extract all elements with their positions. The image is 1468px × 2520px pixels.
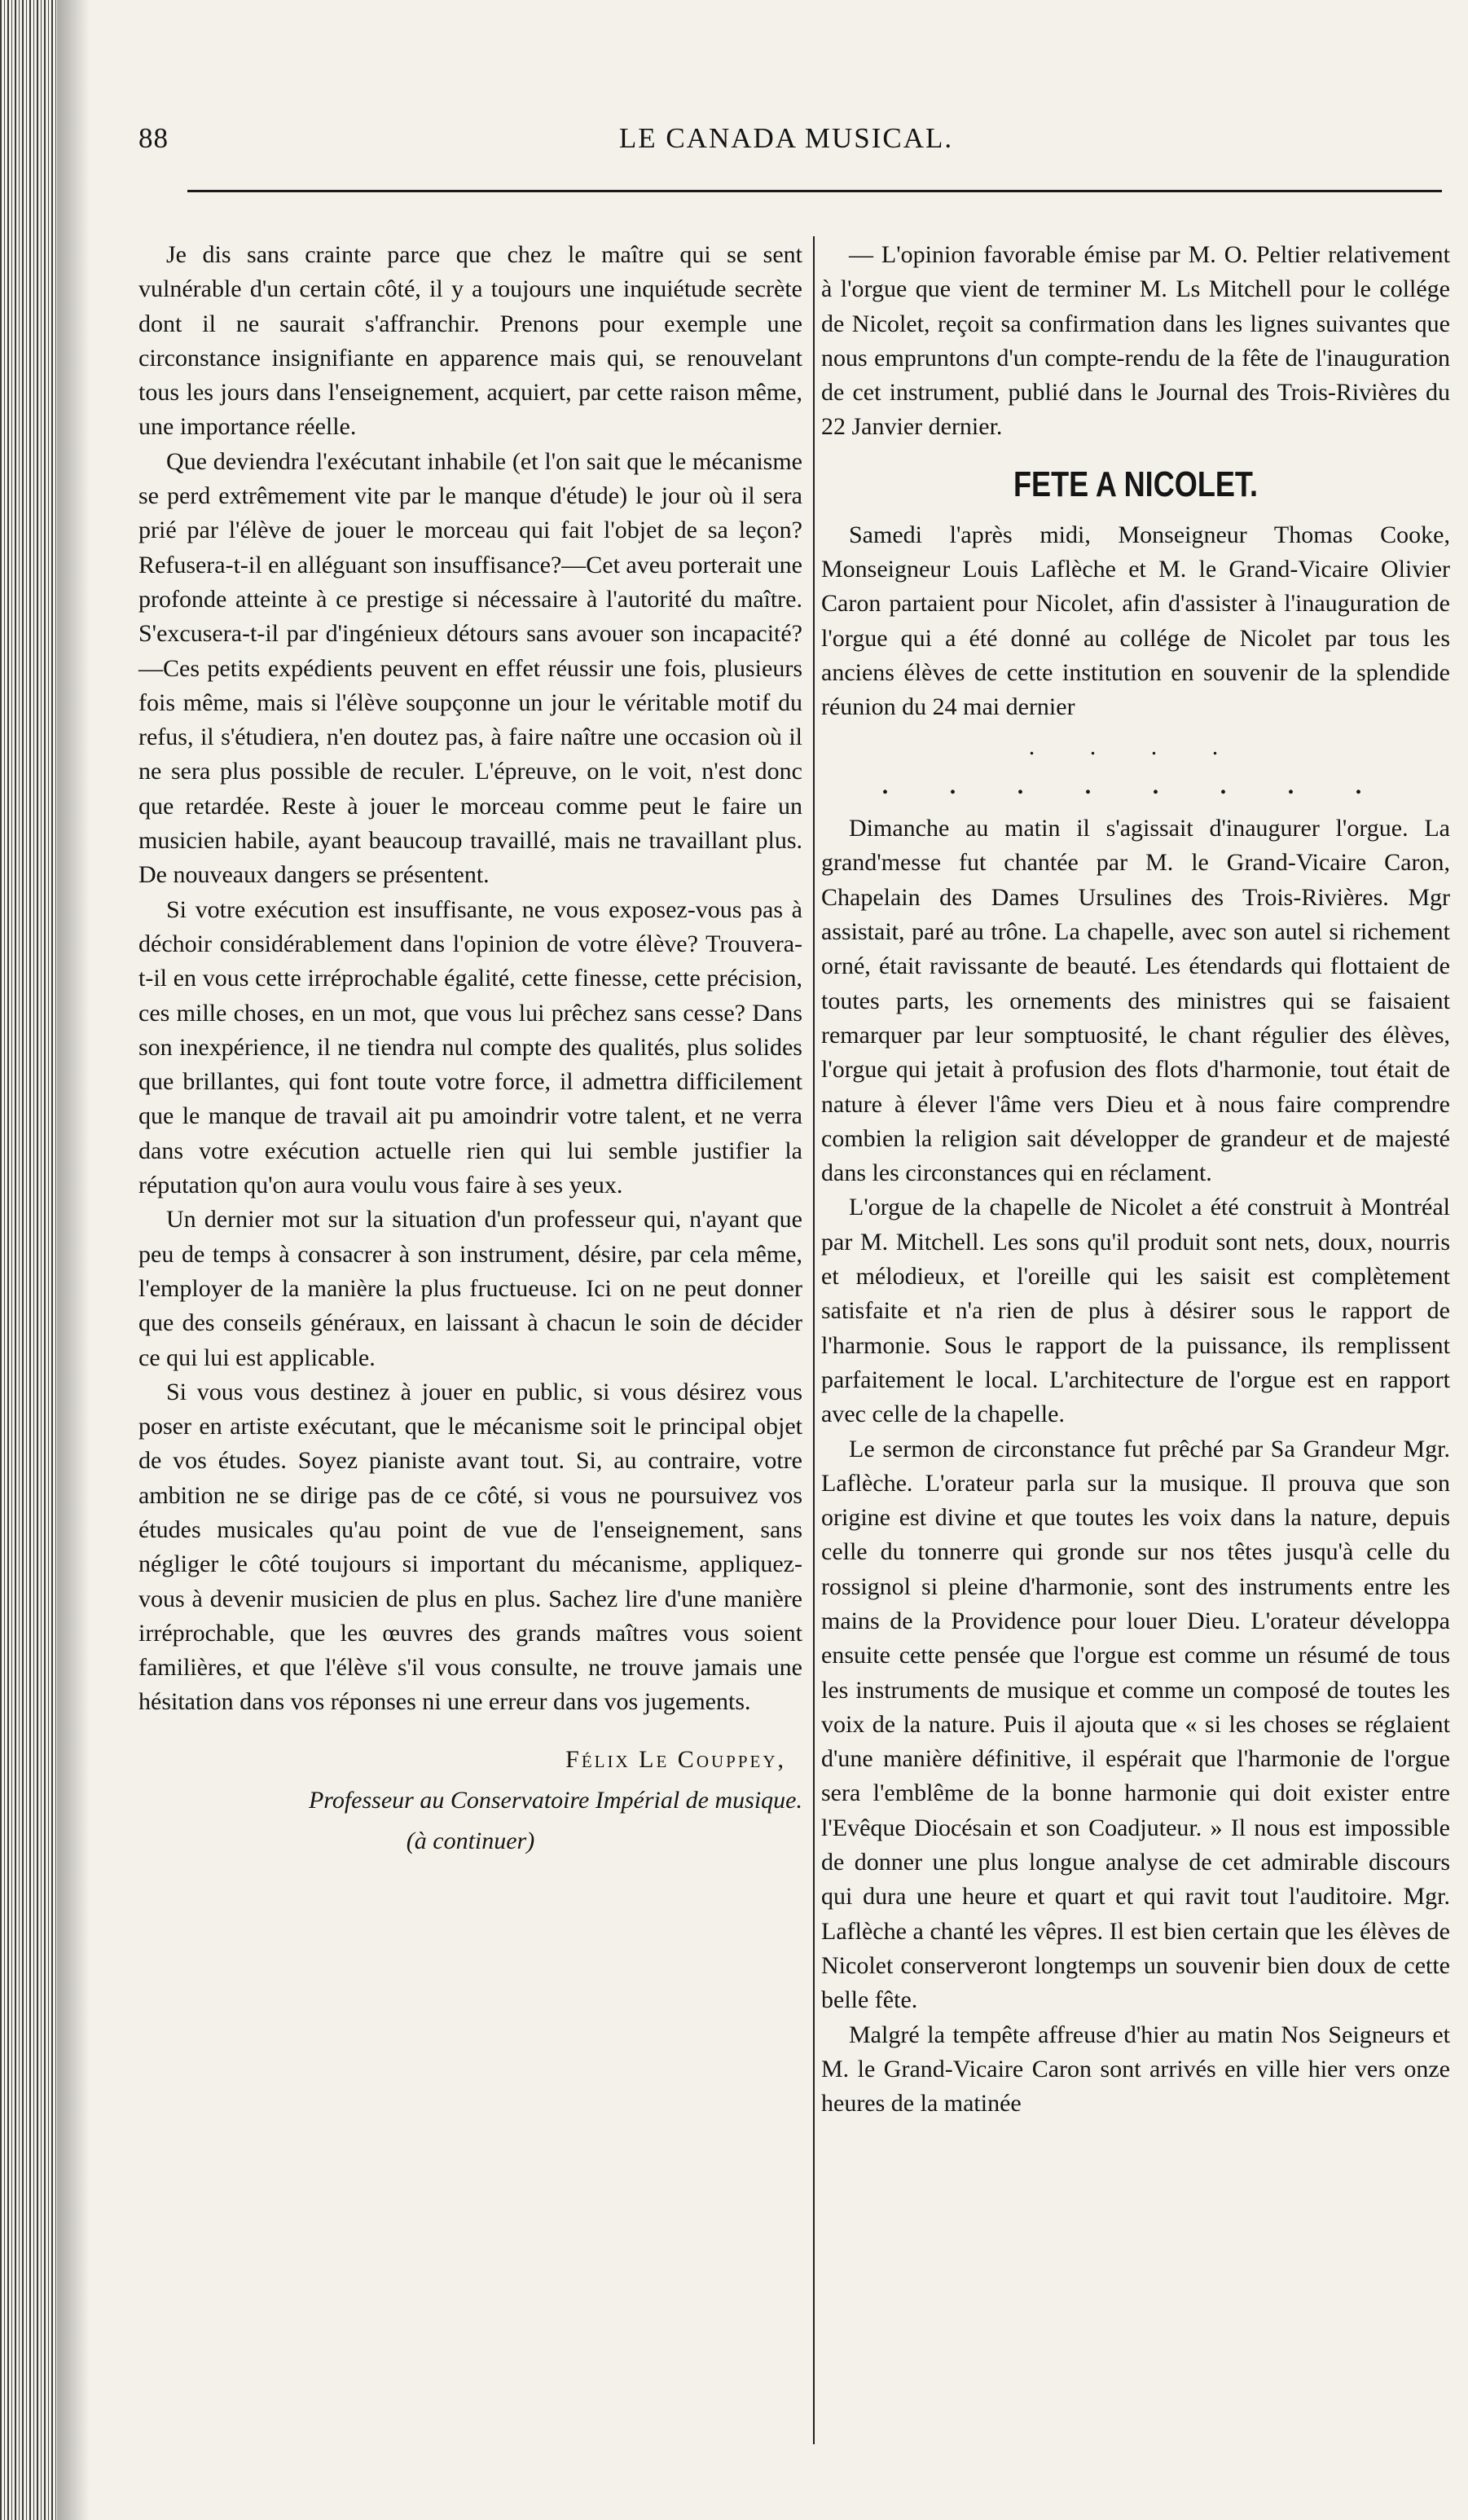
left-paragraph-5: Si vous vous destinez à jouer en public, si vous désirez vous poser en artiste exécutant, que le mécanisme soit le principal objet de vos études. Soyez pianiste avant tout. Si, au contraire, votre ambition ne se dirige pas de ce côté, si vous ne poursuivez vos études musicales qu'au point de vue de l'enseignement, sans négliger le côté toujours si important du mécanisme, appliquez-vous à devenir musicien de plus en plus. Sachez lire d'une manière irréprochable, que les œuvres des grands maîtres vous soient familières, et que l'élève s'il vous consulte, ne trouve jamais une hésitation dans vos réponses ni une erreur dans vos jugements. xyxy=(138,1378,802,1716)
left-paragraph-1: Je dis sans crainte parce que chez le maître qui se sent vulnérable d'un certain côté, il y a toujours une inquiétude secrète dont il ne saurait s'affranchir. Prenons pour exemple une circonstance insignifiante en apparence mais qui, se renouvelant tous les jours dans l'enseignement, acquiert, par cette raison même, une importance réelle. xyxy=(138,241,802,441)
ellipsis-line: . . . . xyxy=(1028,732,1243,760)
author-signature: Félix Le Couppey, xyxy=(565,1745,786,1773)
author-affiliation: Professeur au Conservatoire Impérial de musique. xyxy=(308,1787,802,1814)
page-header xyxy=(138,122,1434,171)
right-paragraph-3: L'orgue de la chapelle de Nicolet a été construit à Montréal par M. Mitchell. Les sons qu'il produit sont nets, doux, nourris et mélodieux, et l'oreille qui les saisit est complètement satisfaite et n'a rien de plus à désirer sous le rapport de l'harmonie. Sous le rapport de la puissance, ils remplissent parfaitement le local. L'architecture de l'orgue est en rapport avec celle de la chapelle. xyxy=(821,1194,1450,1428)
right-paragraph-4: Le sermon de circonstance fut prêché par Sa Grandeur Mgr. Laflèche. L'orateur parla sur la musique. Il prouva que son origine est divine et que toutes les voix dans la nature, depuis celle du tonnerre qui gronde sur nos têtes jusqu'à celle du rossignol si pleine d'harmonie, sont des instruments entre les mains de la Providence pour louer Dieu. L'orateur développa ensuite cette pensée que l'orgue est comme un résumé de tous les instruments de musique et comme un composé de toutes les voix de la nature. Puis il ajouta que « si les choses se réglaient d'une manière définitive, il espérait que l'harmonie de l'orgue sera l'emblême de la bonne harmonie qui doit exister entre l'Evêque Diocésain et son Coadjuteur. » Il nous est impossible de donner une plus longue analyse de cet admirable discours qui dura une heure et quart et qui ravit tout l'auditoire. Mgr. Laflèche a chanté les vêpres. Il est bien certain que les élèves de Nicolet conserveront longtemps un souvenir bien doux de cette belle fête. xyxy=(821,1435,1450,2014)
book-binding-edge xyxy=(0,0,57,2520)
right-paragraph-1: Samedi l'après midi, Monseigneur Thomas Cooke, Monseigneur Louis Laflèche et M. le Grand-Vicaire Olivier Caron partaient pour Nicolet, afin d'assister à l'inauguration de l'orgue qui a été donné au collége de Nicolet par tous les anciens élèves de cette institution en souvenir de la splendide réunion du 24 mai dernier xyxy=(821,521,1450,721)
right-intro-paragraph: — L'opinion favorable émise par M. O. Peltier relativement à l'orgue que vient de terminer M. Ls Mitchell pour le collége de Nicolet, reçoit sa confirmation dans les lignes suivantes que nous empruntons d'un compte-rendu de la fête de l'inauguration de cet instrument, publié dans le Journal des Trois-Rivières du 22 Janvier dernier. xyxy=(821,241,1450,441)
right-column xyxy=(821,238,1450,2121)
ellipsis-row: . . . . . . . . xyxy=(881,772,1390,799)
left-paragraph-4: Un dernier mot sur la situation d'un professeur qui, n'ayant que peu de temps à consacrer à son instrument, désire, par cela même, l'employer de la manière la plus fructueuse. Ici on ne peut donner que des conseils généraux, en laissant à chacun le soin de décider ce qui lui est applicable. xyxy=(138,1206,802,1371)
running-title: LE CANADA MUSICAL. xyxy=(618,122,954,154)
right-paragraph-2: Dimanche au matin il s'agissait d'inaugurer l'orgue. La grand'messe fut chantée par M. le Grand-Vicaire Caron, Chapelain des Dames Ursulines des Trois-Rivières. Mgr assistait, paré au trône. La chapelle, avec son autel si richement orné, était ravissante de beauté. Les étendards qui flottaient de toutes parts, les ornements des ministres qui se faisaient remarquer par leur somptuosité, le chant régulier des élèves, l'orgue qui jetait à profusion des flots d'harmonie, tout était de nature à élever l'âme vers Dieu et à nous faire comprendre combien la religion sait développer de grandeur et de majesté dans les circonstances qui en réclament. xyxy=(821,815,1450,1187)
header-rule xyxy=(187,190,1442,192)
page-number: 88 xyxy=(138,122,169,154)
left-paragraph-2: Que deviendra l'exécutant inhabile (et l'on sait que le mécanisme se perd extrêmement vite par le manque d'étude) le jour où il sera prié par l'élève de jouer le morceau qui fait l'objet de sa leçon? Refusera-t-il en alléguant son insuffisance?—Cet aveu porterait une profonde atteinte à ce prestige si nécessaire à l'autorité du maître. S'excusera-t-il par d'ingénieux détours sans avouer son incapacité?—Ces petits expédients peuvent en effet réussir une fois, plusieurs fois même, mais si l'élève soupçonne un jour le véritable motif du refus, il s'étudiera, n'en doutez pas, à faire naître une occasion où il ne sera plus possible de reculer. L'épreuve, on le voit, n'est donc que retardée. Reste à jouer le morceau comme peut le faire un musicien habile, ayant beaucoup travaillé, mais ne travaillant plus. De nouveaux dangers se présentent. xyxy=(138,447,802,889)
column-divider xyxy=(813,236,815,2444)
section-title: FETE A NICOLET. xyxy=(1013,464,1258,504)
left-column xyxy=(138,238,802,1859)
right-paragraph-5: Malgré la tempête affreuse d'hier au matin Nos Seigneurs et M. le Grand-Vicaire Caron sont arrivés en ville hier vers onze heures de la matinée xyxy=(821,2021,1450,2118)
left-paragraph-3: Si votre exécution est insuffisante, ne vous exposez-vous pas à déchoir considérablement dans l'opinion de votre élève? Trouvera-t-il en vous cette irréprochable égalité, cette finesse, cette précision, ces mille choses, en un mot, que vous lui prêchez sans cesse? Dans son inexpérience, il ne tiendra nul compte des qualités, plus solides que brillantes, qui font toute votre force, il admettra difficilement que le manque de travail ait pu amoindrir votre talent, et ne verra dans votre exécution actuelle rien qui lui semble justifier la réputation qu'on aura voulu vous faire à ses yeux. xyxy=(138,895,802,1199)
continued-note: (à continuer) xyxy=(406,1827,535,1855)
gutter-shadow xyxy=(57,0,90,2520)
